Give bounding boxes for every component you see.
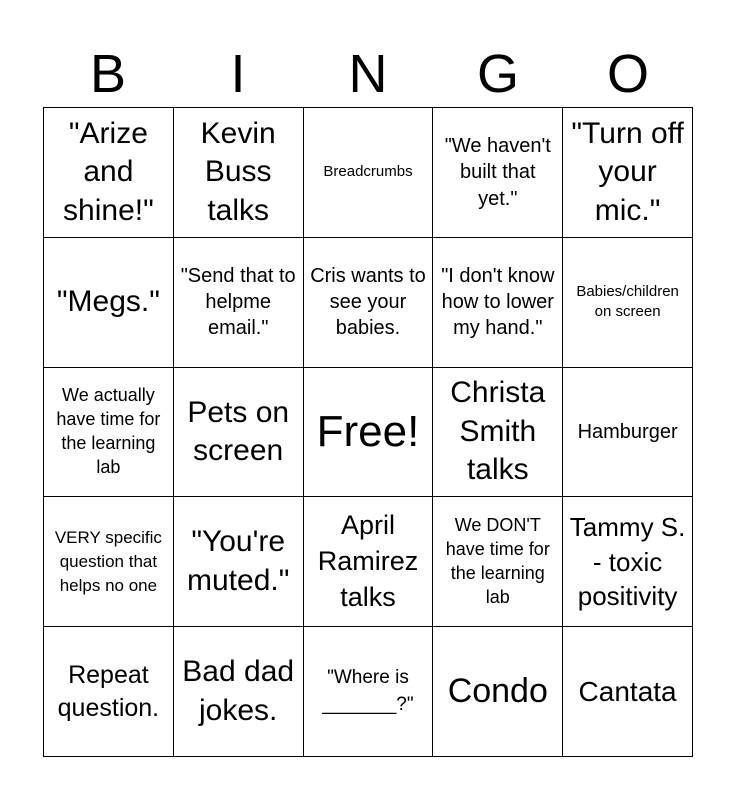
cell-text: April Ramirez talks (317, 510, 419, 612)
bingo-cell[interactable] (563, 627, 693, 757)
header-letter-o: O (606, 44, 649, 104)
cell-text: Kevin Buss talks (200, 116, 276, 227)
header-letter-i: I (230, 44, 246, 104)
cell-text: Hamburger (577, 420, 678, 443)
bingo-cell[interactable] (44, 497, 174, 627)
bingo-cell[interactable] (44, 108, 174, 238)
bingo-cell[interactable] (433, 627, 563, 757)
cell-text: "I don't know how to lower my hand." (441, 264, 555, 340)
bingo-cell-free[interactable] (304, 368, 434, 498)
bingo-cell[interactable] (304, 108, 434, 238)
bingo-cell[interactable] (174, 627, 304, 757)
bingo-cell[interactable] (563, 108, 693, 238)
cell-text: Tammy S. - toxic positivity (569, 512, 686, 611)
free-space-text: Free! (316, 406, 420, 456)
cell-text: Cris wants to see your babies. (310, 264, 426, 340)
cell-text: Babies/children on screen (576, 283, 679, 321)
bingo-cell[interactable] (433, 497, 563, 627)
cell-text: "You're muted." (187, 525, 290, 597)
bingo-cell[interactable] (304, 497, 434, 627)
cell-text: Pets on screen (187, 395, 290, 467)
bingo-cell[interactable] (174, 238, 304, 368)
cell-text: "Turn off your mic." (571, 116, 684, 227)
bingo-cell[interactable] (174, 368, 304, 498)
cell-text: "Arize and shine!" (63, 116, 154, 227)
bingo-cell[interactable] (304, 627, 434, 757)
cell-text: Condo (447, 671, 548, 710)
cell-text: We actually have time for the learning lab (56, 385, 161, 477)
cell-text: "We haven't built that yet." (444, 134, 551, 210)
cell-text: Christa Smith talks (450, 376, 546, 487)
cell-text: "Send that to helpme email." (180, 264, 296, 340)
cell-text: Bad dad jokes. (182, 655, 295, 727)
bingo-cell[interactable] (174, 108, 304, 238)
bingo-board (43, 107, 693, 757)
bingo-cell[interactable] (563, 497, 693, 627)
cell-text: Breadcrumbs (323, 163, 413, 181)
bingo-header (43, 40, 693, 108)
cell-text: "Megs." (56, 285, 160, 318)
bingo-cell[interactable] (44, 368, 174, 498)
bingo-cell[interactable] (44, 238, 174, 368)
header-letter-n: N (348, 44, 388, 104)
bingo-cell[interactable] (304, 238, 434, 368)
bingo-cell[interactable] (433, 368, 563, 498)
bingo-cell[interactable] (44, 627, 174, 757)
bingo-cell[interactable] (433, 108, 563, 238)
cell-text: "Where is _______?" (322, 667, 414, 715)
cell-text: We DON'T have time for the learning lab (445, 514, 550, 607)
bingo-cell[interactable] (174, 497, 304, 627)
bingo-cell[interactable] (563, 238, 693, 368)
bingo-cell[interactable] (433, 238, 563, 368)
bingo-cell[interactable] (563, 368, 693, 498)
cell-text: Repeat question. (57, 660, 160, 722)
cell-text: VERY specific question that helps no one (54, 528, 162, 595)
header-letter-b: B (89, 44, 127, 104)
cell-text: Cantata (578, 675, 677, 707)
header-letter-g: G (476, 44, 519, 104)
